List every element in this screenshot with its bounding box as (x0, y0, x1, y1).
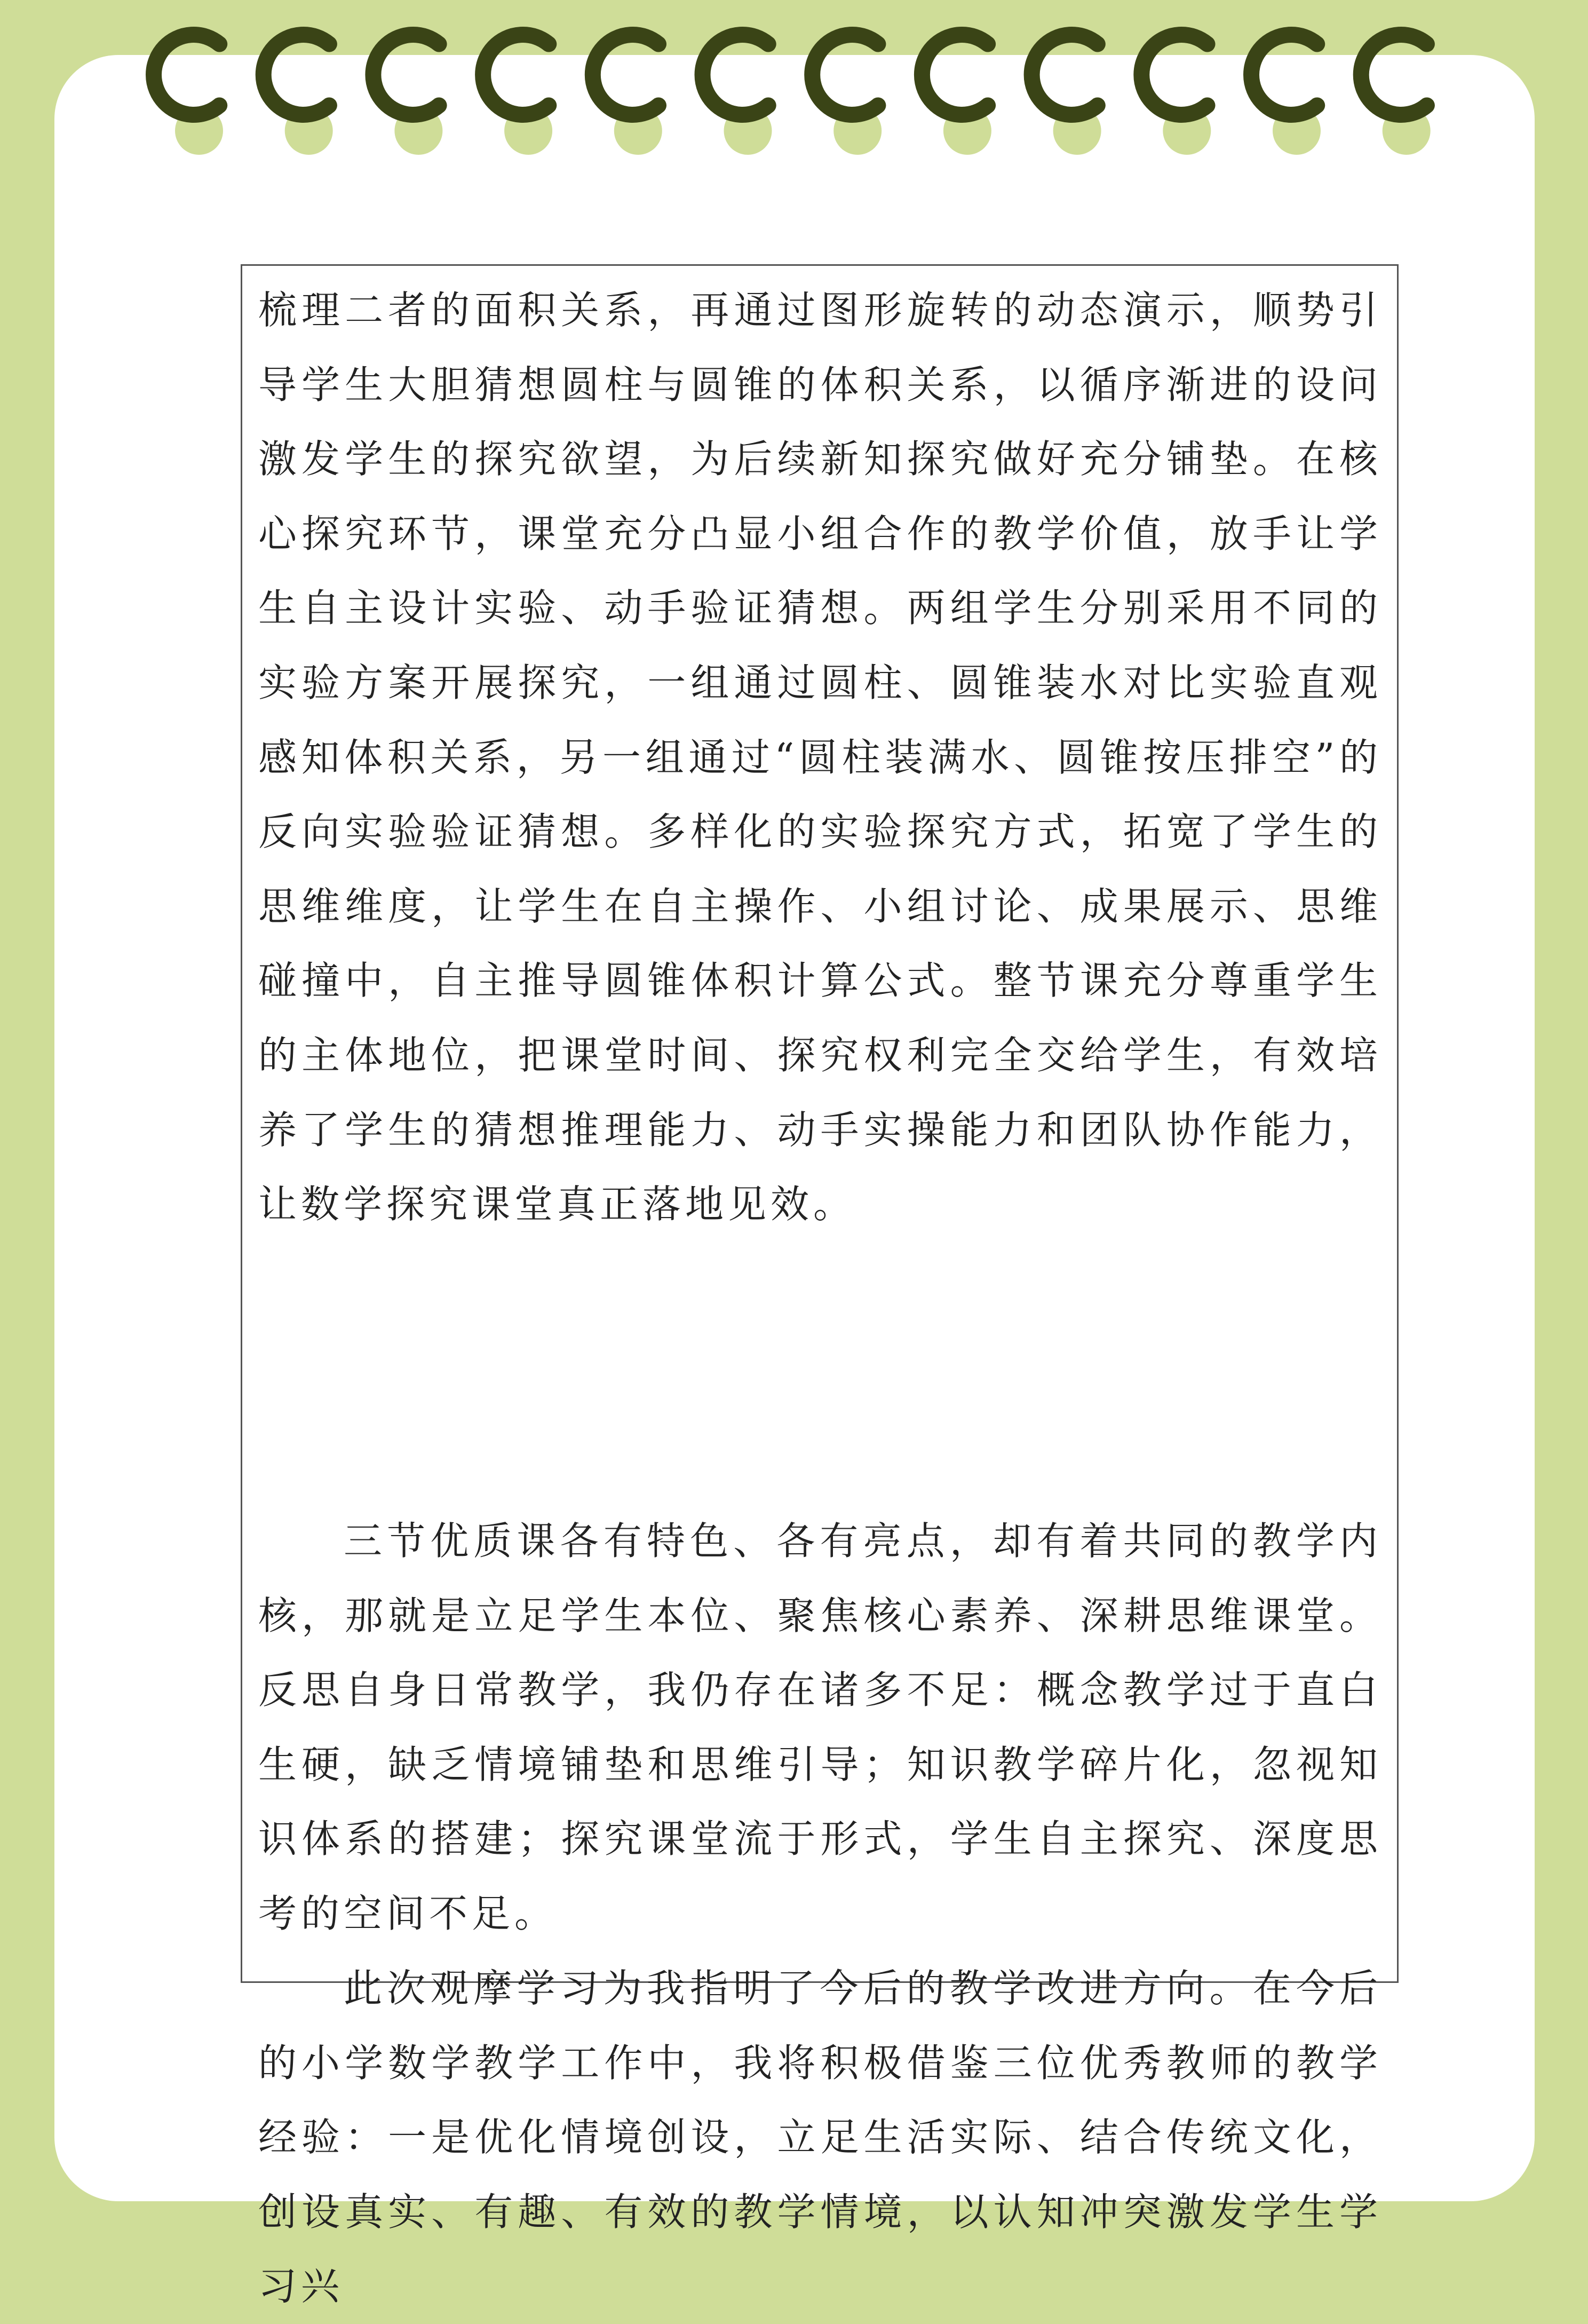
binding-ring (703, 35, 768, 115)
spiral-ring-icon (264, 35, 333, 155)
spiral-ring-icon (703, 35, 772, 155)
spiral-ring-icon (373, 35, 442, 155)
binding-ring (1032, 35, 1098, 115)
binding-ring (1141, 35, 1207, 115)
spiral-ring-icon (1141, 35, 1211, 155)
spiral-ring-icon (812, 35, 882, 155)
binding-ring (483, 35, 549, 115)
binding-ring (593, 35, 658, 115)
spiral-ring-icon (1361, 35, 1431, 155)
binding-ring (922, 35, 988, 115)
paragraph-2: 三节优质课各有特色、各有亮点，却有着共同的教学内核，那就是立足学生本位、聚焦核心素养、深耕思维课堂。反思自身日常教学，我仍存在诸多不足：概念教学过于直白生硬，缺乏情境铺垫和思维引导；知识教学碎片化，忽视知识体系的搭建；探究课堂流于形式，学生自主探究、深度思考的空间不足。 (258, 1519, 1382, 1936)
spiral-ring-icon (154, 35, 223, 155)
binding-ring (1251, 35, 1317, 115)
paragraph-1: 梳理二者的面积关系，再通过图形旋转的动态演示，顺势引导学生大胆猜想圆柱与圆锥的体积关系，以循序渐进的设问激发学生的探究欲望，为后续新知探究做好充分铺垫。在核心探究环节，课堂充分凸显小组合作的教学价值，放手让学生自主设计实验、动手验证猜想。两组学生分别采用不同的实验方案开展探究，一组通过圆柱、圆锥装水对比实验直观感知体积关系，另一组通过“圆柱装满水、圆锥按压排空”的反向实验验证猜想。多样化的实验探究方式，拓宽了学生的思维维度，让学生在自主操作、小组讨论、成果展示、思维碰撞中，自主推导圆锥体积计算公式。整节课充分尊重学生的主体地位，把课堂时间、探究权利完全交给学生，有效培养了学生的猜想推理能力、动手实操能力和团队协作能力，让数学探究课堂真正落地见效。 (258, 288, 1382, 1227)
paragraph-3: 此次观摩学习为我指明了今后的教学改进方向。在今后的小学数学教学工作中，我将积极借鉴三位优秀教师的教学经验：一是优化情境创设，立足生活实际、结合传统文化，创设真实、有趣、有效的教学情境，以认知冲突激发学生学习兴 (258, 1966, 1382, 2309)
spiral-ring-icon (1251, 35, 1321, 155)
binding-ring (1361, 35, 1427, 115)
binding-ring (264, 35, 329, 115)
binding-ring (373, 35, 439, 115)
spiral-ring-icon (1032, 35, 1101, 155)
spiral-ring-icon (483, 35, 552, 155)
spiral-ring-icon (593, 35, 662, 155)
spiral-ring-icon (922, 35, 991, 155)
binding-ring (154, 35, 219, 115)
text-box (241, 264, 1399, 2309)
binding-ring (812, 35, 878, 115)
spiral-binding (0, 0, 1588, 160)
